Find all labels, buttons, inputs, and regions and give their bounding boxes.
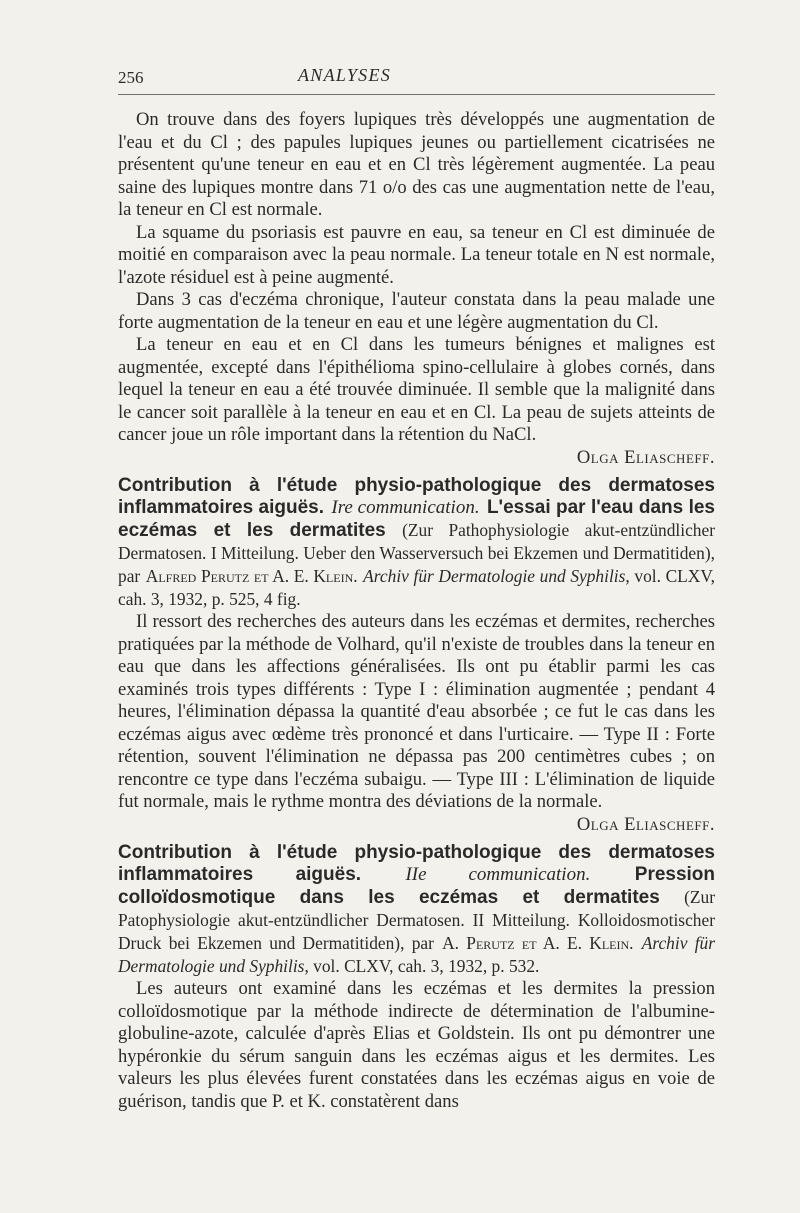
- article-1-paragraph-1: On trouve dans des foyers lupiques très développés une augmentation de l'eau et du Cl ; des papules lupiques jeunes ou partiellement cicatrisées ne présentent qu'une teneur en eau et en Cl très légèrement augmentée. La peau saine des lupiques montre dans 71 o/o des cas une augmentation nette de l'eau, la teneur en Cl est normale.: [118, 109, 715, 220]
- article-1-paragraph-4: La teneur en eau et en Cl dans les tumeurs bénignes et malignes est augmentée, excepté dans l'épithélioma spino-cellulaire à globes cornés, dans lequel la teneur en eau a été trouvée diminuée. Il semble que la malignité dans le cancer soit parallèle à la teneur en eau et en Cl. La peau de sujets atteints de cancer joue un rôle important dans la rétention du NaCl.: [118, 334, 715, 445]
- article-2-title: Contribution à l'étude physio-pathologique des dermatoses inflammatoires aiguës.: [118, 475, 715, 518]
- article-3-journal: Archiv für Dermatologie und Syphilis: [118, 933, 715, 976]
- article-3-title: Contribution à l'étude physio-pathologique des dermatoses inflammatoires aiguës.: [118, 842, 715, 885]
- article-3-reference-prefix: (Zur Patophysiologie akut-entzündlicher Dermatosen. II Mitteilung. Kolloidosmotischer Druck bei Ekzemen und Dermatitiden), par: [118, 887, 715, 953]
- article-2-part: Ire communication.: [331, 497, 480, 518]
- article-3: [118, 842, 715, 1113]
- page-number: 256: [118, 68, 144, 87]
- article-3-part: IIe communication.: [405, 864, 591, 885]
- article-1-paragraph-3: Dans 3 cas d'eczéma chronique, l'auteur constata dans la peau malade une forte augmentation de la teneur en eau et une légère augmentation du Cl.: [118, 289, 715, 333]
- article-2-heading: [118, 475, 715, 611]
- article-3-subtitle: Pression colloïdosmotique dans les eczémas et dermatites: [118, 864, 716, 908]
- article-2-journal: Archiv für Dermatologie und Syphilis: [363, 566, 626, 586]
- article-2-signature: Olga Eliascheff.: [576, 813, 715, 835]
- running-title: ANALYSES: [298, 65, 392, 85]
- article-1-final-paragraph-row: [118, 334, 715, 447]
- article-3-reference-suffix: , vol. CLXV, cah. 3, 1932, p. 532.: [304, 956, 540, 976]
- article-3-heading: [118, 842, 715, 978]
- page-header: [118, 66, 715, 95]
- article-2-authors: Alfred Perutz et A. E. Klein.: [145, 566, 358, 586]
- article-2-subtitle: L'essai par l'eau dans les eczémas et les dermatites: [118, 497, 715, 541]
- article-2-body: Il ressort des recherches des auteurs dans les eczémas et dermites, recherches pratiquées par la méthode de Volhard, qu'il n'existe de troubles dans la teneur en eau que dans les affections généralisées. Ils ont pu établir parmi les cas examinés trois types différents : Type I : élimination augmentée ; pendant 4 heures, l'élimination dépassa la quantité d'eau absorbée ; ce fut le cas dans les eczémas aigus avec œdème très prononcé et dans l'urticaire. — Type II : Forte rétention, souvent l'élimination ne dépassa pas 200 centimètres cubes ; on rencontre ce type dans l'eczéma subaigu. — Type III : L'élimination de liquide fut normale, mais le rythme montra des déviations de la normale.: [118, 611, 715, 812]
- article-1: [118, 109, 715, 469]
- article-2: [118, 475, 715, 836]
- article-3-body: Les auteurs ont examiné dans les eczémas et les dermites la pression colloïdosmotique par la méthode indirecte de détermination de l'albumine-globuline-azote, calculée d'après Elias et Goldstein. Ils ont pu démontrer une hypéronkie du sérum sanguin dans les eczémas aigus et les dermites. Les valeurs les plus élevées furent constatées dans les eczémas aigus en voie de guérison, tandis que P. et K. constatèrent dans: [118, 978, 715, 1112]
- article-1-signature: Olga Eliascheff.: [576, 446, 715, 468]
- page-content: [118, 109, 715, 1113]
- article-2-reference-suffix: , vol. CLXV, cah. 3, 1932, p. 525, 4 fig.: [118, 566, 716, 609]
- article-2-reference-prefix: (Zur Pathophysiologie akut-entzündlicher Dermatosen. I Mitteilung. Ueber den Wasserversuch bei Ekzemen und Dermatitiden), par: [118, 520, 716, 586]
- article-3-authors: A. Perutz et A. E. Klein.: [442, 933, 634, 953]
- article-1-paragraph-2: La squame du psoriasis est pauvre en eau, sa teneur en Cl est diminuée de moitié en comparaison avec la peau normale. La teneur totale en N est normale, l'azote résiduel est à peine augmenté.: [118, 221, 715, 288]
